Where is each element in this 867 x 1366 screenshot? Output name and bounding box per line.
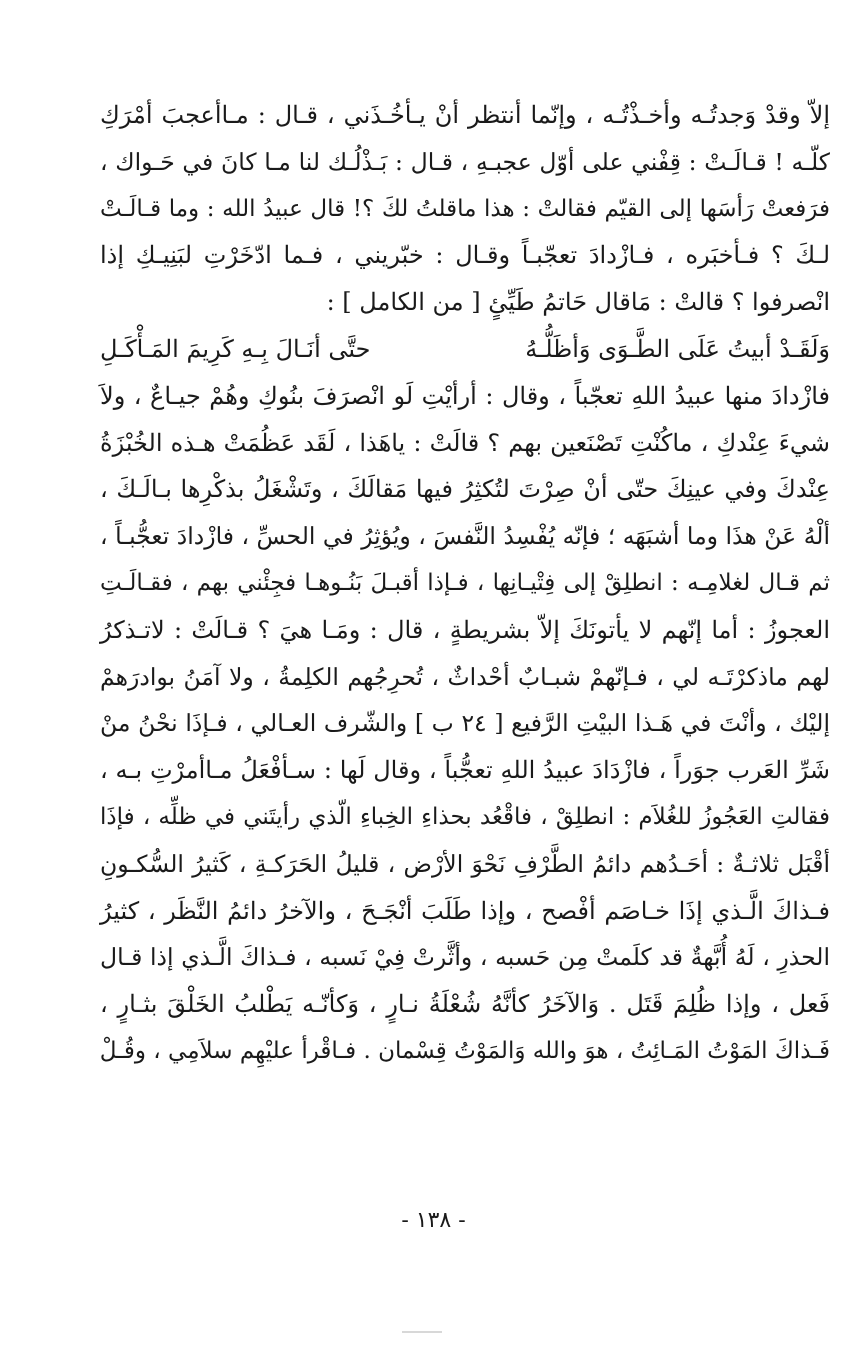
text-line-14: إليْك ، وأنْتَ في هَـذا البيْتِ الرَّفيع [ ٢٤ ب ] والشّرف العـالي ، فـإذَا نحْنُ منْ [100,709,830,738]
scan-mark [402,1331,442,1333]
text-line-20: فَعل ، وإذا ظُلِمَ قَتَل . وَالآخَرُ كأنَّهُ شُعْلَةُ نـارٍ ، وَكأنّـه يَطْلبُ الخَلْقَ بثـارٍ ، [100,990,830,1019]
text-line-19: الحذرِ ، لَهُ أُبَّهةٌ قد كلَمتْ مِن حَسبه ، وأثَّرتْ فِيْ نَسبه ، فـذاكَ الَّـذي إذا قـال [100,943,830,972]
text-line-8: شيءَ عِنْدكِ ، ماكُنْتِ تَصْنَعين بهم ؟ قالَتْ : ياهَذا ، لَقَد عَظُمَتْ هـذه الخُبْزَةُ [100,428,830,457]
text-line-17: أقْبَل ثلاثـةٌ : أحَـدُهم دائمُ الطَّرْفِ نَحْوَ الأرْض ، قليلُ الحَرَكـةِ ، كَثيرُ السُّكـونِ [100,849,830,878]
text-line-11: ثم قـال لغلامِـه : انطلِقْ إلى فِتْيـانِها ، فـإذا أقبـلَ بَنُـوهـا فجِئْني بهم ، فقـالَـتِ [100,569,830,596]
text-line-5: انْصرفوا ؟ قالتْ : مَاقال حَاتمُ طَيِّئٍ [ من الكامل ] : [326,288,830,317]
text-line-18: فـذاكَ الَّـذي إذَا خـاصَم أفْصح ، وإذا طَلَبَ أنْجَـحَ ، والآخرُ دائمُ النَّظَر ، كثيرُ [100,896,830,925]
page-number: - ١٣٨ - [401,1208,466,1233]
text-line-2: كلّـه ! قـالَـتْ : قِفْني على أوّل عجبـهِ ، قـال : بَـذْلُـك لنا مـا كانَ في حَـواك ، [100,147,830,176]
text-line-7: فازْدادَ منها عبيدُ اللهِ تعجّباً ، وقال : أرأيْتِ لَو انْصرَفَ بنُوكِ وهُمْ جيـاعٌ ، ولاَ [100,381,830,410]
text-line-4: لـكَ ؟ فـأخبَره ، فـازْدادَ تعجّبـاً وقـال : خبّريني ، فـما ادّخَرْتِ لبَنِيـكِ إذا [100,241,830,270]
text-line-1: إلاّ وقدْ وَجدتُـه وأخـذْتُـه ، وإنّما أنتظر أنْ يـأخُـذَني ، قـال : مـاأعجبَ أمْرَكِ [100,101,831,129]
text-line-21: فَـذاكَ المَوْتُ المَـائِتُ ، هوَ والله وَالمَوْتُ قِسْمان . فـاقْرأ عليْهِم سلاَمِي ، وقُـلْ [99,1037,830,1064]
text-line-13: لهم ماذكرْتَـه لي ، فـإنّهمْ شبـابٌ أحْداثٌ ، تُحرِجُهم الكلِمةُ ، ولا آمَنُ بوادرَهمْ [100,662,830,691]
verse-second-hemistich: حتَّى أنَـالَ بِـهِ كَرِيمَ المَـأْكَـلِ [100,334,371,363]
text-line-16: فقالتِ العَجُوزُ للغُلاَم : انطلِقْ ، فاقْعُد بحذاءِ الخِباءِ الّذي رأيتَني في ظلِّه ، فإذَا [100,803,830,830]
text-line-9: عِنْدكَ وفي عينِكَ حتّى أنْ صِرْتَ لتُكثِرُ فيها مَقالَكَ ، وتَشْغَلُ بذكْرِها بـالَـكَ ، [100,475,830,504]
poetry-verse [100,326,830,373]
body-text [100,92,830,1075]
text-line-12: العجوزُ : أما إنّهم لا يأتونَكَ إلاّ بشريطةٍ ، قال : ومَـا هيَ ؟ قـالَتْ : لاتـذكرُ [100,615,830,644]
text-line-15: شَرِّ العَرب جوَراً ، فازْدَادَ عبيدُ اللهِ تعجُّباً ، وقال لَها : سـأفْعَلُ مـاأمرْتِ بـه ، [100,756,830,785]
text-line-10: ألْهُ عَنْ هذَا وما أشبَهَه ؛ فإنّه يُفْسِدُ النَّفسَ ، ويُؤثِرُ في الحسِّ ، فازْدادَ تعجُّبـاً ، [100,522,830,551]
text-line-3: فرَفعتْ رَأسَها إلى القيّم فقالتْ : هذا ماقلتُ لكَ ؟! قال عبيدُ الله : وما قـالَـتْ [100,195,830,222]
verse-first-hemistich: وَلَقَـدْ أبيتُ عَلَى الطَّـوَى وَأظَلُّـهُ [525,334,830,363]
